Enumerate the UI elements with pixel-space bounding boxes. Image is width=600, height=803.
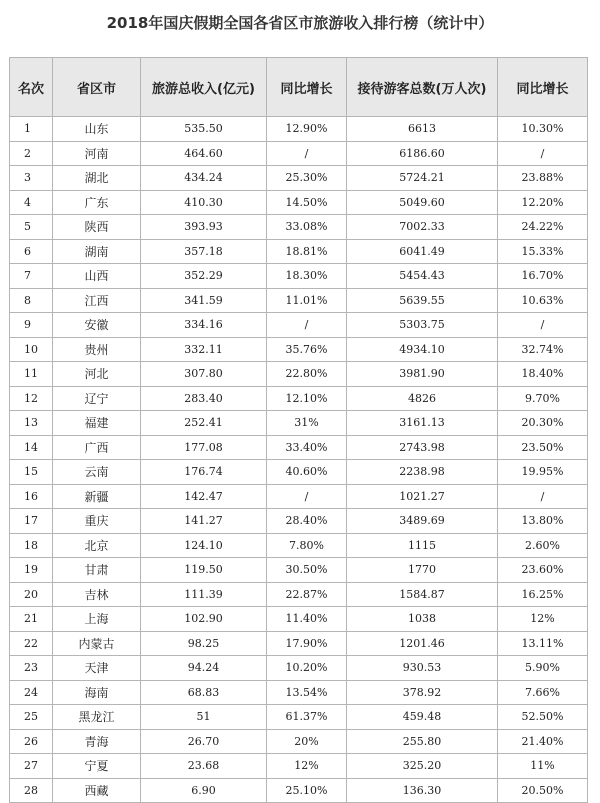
revenue-cell: 176.74 [141,460,267,485]
visitor-growth-cell: 23.88% [498,166,588,191]
revenue-growth-cell: 31% [267,411,347,436]
header-visitor-growth: 同比增长 [498,58,588,117]
revenue-growth-cell: 25.30% [267,166,347,191]
province-cell: 河南 [53,141,141,166]
table-row [10,264,588,289]
rank-cell: 23 [10,656,53,681]
rank-cell: 17 [10,509,53,534]
visitor-growth-cell: 52.50% [498,705,588,730]
revenue-cell: 535.50 [141,117,267,142]
visitors-cell: 5049.60 [347,190,498,215]
visitors-cell: 136.30 [347,778,498,803]
rank-cell: 25 [10,705,53,730]
rank-cell: 14 [10,435,53,460]
revenue-growth-cell: 18.30% [267,264,347,289]
province-cell: 云南 [53,460,141,485]
visitors-cell: 6041.49 [347,239,498,264]
rank-cell: 3 [10,166,53,191]
rank-cell: 21 [10,607,53,632]
visitors-cell: 5639.55 [347,288,498,313]
revenue-growth-cell: 10.20% [267,656,347,681]
province-cell: 上海 [53,607,141,632]
visitors-cell: 4934.10 [347,337,498,362]
rank-cell: 28 [10,778,53,803]
province-cell: 福建 [53,411,141,436]
province-cell: 广东 [53,190,141,215]
visitor-growth-cell: / [498,484,588,509]
visitor-growth-cell: 13.11% [498,631,588,656]
revenue-growth-cell: 12.10% [267,386,347,411]
rank-cell: 20 [10,582,53,607]
visitor-growth-cell: 32.74% [498,337,588,362]
revenue-cell: 102.90 [141,607,267,632]
visitor-growth-cell: 10.63% [498,288,588,313]
visitor-growth-cell: / [498,141,588,166]
visitor-growth-cell: 19.95% [498,460,588,485]
visitors-cell: 255.80 [347,729,498,754]
page-title: 2018年国庆假期全国各省区市旅游收入排行榜（统计中） [106,14,494,32]
revenue-cell: 94.24 [141,656,267,681]
revenue-growth-cell: 17.90% [267,631,347,656]
province-cell: 陕西 [53,215,141,240]
table-row [10,411,588,436]
visitors-cell: 1021.27 [347,484,498,509]
province-cell: 吉林 [53,582,141,607]
table-row [10,607,588,632]
revenue-growth-cell: 13.54% [267,680,347,705]
table-row [10,141,588,166]
rank-cell: 16 [10,484,53,509]
rank-cell: 15 [10,460,53,485]
rank-cell: 2 [10,141,53,166]
header-rank: 名次 [10,58,53,117]
rank-cell: 12 [10,386,53,411]
table-row [10,729,588,754]
revenue-cell: 434.24 [141,166,267,191]
province-cell: 海南 [53,680,141,705]
revenue-growth-cell: 12% [267,754,347,779]
visitors-cell: 7002.33 [347,215,498,240]
table-row [10,558,588,583]
visitors-cell: 1201.46 [347,631,498,656]
visitor-growth-cell: 7.66% [498,680,588,705]
revenue-cell: 142.47 [141,484,267,509]
table-row [10,509,588,534]
visitor-growth-cell: 24.22% [498,215,588,240]
visitors-cell: 459.48 [347,705,498,730]
revenue-growth-cell: / [267,313,347,338]
province-cell: 湖南 [53,239,141,264]
province-cell: 西藏 [53,778,141,803]
rank-cell: 9 [10,313,53,338]
province-cell: 新疆 [53,484,141,509]
header-total-revenue: 旅游总收入(亿元) [141,58,267,117]
table-row [10,435,588,460]
province-cell: 河北 [53,362,141,387]
province-cell: 内蒙古 [53,631,141,656]
rank-cell: 5 [10,215,53,240]
revenue-growth-cell: 25.10% [267,778,347,803]
province-cell: 安徽 [53,313,141,338]
visitor-growth-cell: / [498,313,588,338]
visitors-cell: 1038 [347,607,498,632]
table-row [10,582,588,607]
province-cell: 宁夏 [53,754,141,779]
table-row [10,117,588,142]
rank-cell: 4 [10,190,53,215]
rank-cell: 10 [10,337,53,362]
revenue-growth-cell: 33.40% [267,435,347,460]
revenue-growth-cell: 28.40% [267,509,347,534]
province-cell: 山东 [53,117,141,142]
revenue-growth-cell: 22.80% [267,362,347,387]
table-row [10,533,588,558]
province-cell: 重庆 [53,509,141,534]
visitor-growth-cell: 12% [498,607,588,632]
revenue-cell: 111.39 [141,582,267,607]
table-row [10,215,588,240]
table-row [10,386,588,411]
visitor-growth-cell: 9.70% [498,386,588,411]
visitors-cell: 3161.13 [347,411,498,436]
revenue-cell: 332.11 [141,337,267,362]
revenue-cell: 410.30 [141,190,267,215]
revenue-cell: 341.59 [141,288,267,313]
revenue-cell: 26.70 [141,729,267,754]
rank-cell: 27 [10,754,53,779]
revenue-cell: 252.41 [141,411,267,436]
visitor-growth-cell: 18.40% [498,362,588,387]
ranking-table [9,57,588,803]
revenue-growth-cell: 40.60% [267,460,347,485]
table-row [10,190,588,215]
province-cell: 湖北 [53,166,141,191]
visitors-cell: 6186.60 [347,141,498,166]
visitors-cell: 3489.69 [347,509,498,534]
visitor-growth-cell: 12.20% [498,190,588,215]
rank-cell: 22 [10,631,53,656]
table-row [10,460,588,485]
rank-cell: 26 [10,729,53,754]
revenue-growth-cell: 18.81% [267,239,347,264]
revenue-growth-cell: 11.01% [267,288,347,313]
province-cell: 山西 [53,264,141,289]
visitor-growth-cell: 20.30% [498,411,588,436]
revenue-cell: 307.80 [141,362,267,387]
table-header-row [10,58,588,117]
revenue-cell: 98.25 [141,631,267,656]
visitor-growth-cell: 20.50% [498,778,588,803]
province-cell: 北京 [53,533,141,558]
visitors-cell: 5303.75 [347,313,498,338]
visitors-cell: 1770 [347,558,498,583]
rank-cell: 8 [10,288,53,313]
revenue-growth-cell: 11.40% [267,607,347,632]
visitor-growth-cell: 13.80% [498,509,588,534]
rank-cell: 18 [10,533,53,558]
visitor-growth-cell: 16.25% [498,582,588,607]
visitors-cell: 2238.98 [347,460,498,485]
table-row [10,680,588,705]
revenue-cell: 141.27 [141,509,267,534]
revenue-cell: 124.10 [141,533,267,558]
revenue-cell: 177.08 [141,435,267,460]
visitors-cell: 1115 [347,533,498,558]
visitors-cell: 3981.90 [347,362,498,387]
province-cell: 黑龙江 [53,705,141,730]
rank-cell: 13 [10,411,53,436]
visitors-cell: 5724.21 [347,166,498,191]
revenue-cell: 283.40 [141,386,267,411]
visitor-growth-cell: 2.60% [498,533,588,558]
header-total-visitors: 接待游客总数(万人次) [347,58,498,117]
province-cell: 广西 [53,435,141,460]
visitors-cell: 5454.43 [347,264,498,289]
visitors-cell: 378.92 [347,680,498,705]
table-row [10,778,588,803]
revenue-growth-cell: 35.76% [267,337,347,362]
rank-cell: 6 [10,239,53,264]
revenue-growth-cell: / [267,141,347,166]
visitor-growth-cell: 15.33% [498,239,588,264]
visitor-growth-cell: 5.90% [498,656,588,681]
visitors-cell: 4826 [347,386,498,411]
revenue-cell: 352.29 [141,264,267,289]
table-row [10,754,588,779]
table-row [10,337,588,362]
visitors-cell: 1584.87 [347,582,498,607]
revenue-cell: 68.83 [141,680,267,705]
table-row [10,239,588,264]
table-row [10,288,588,313]
province-cell: 天津 [53,656,141,681]
visitors-cell: 325.20 [347,754,498,779]
province-cell: 青海 [53,729,141,754]
table-body [10,117,588,803]
visitors-cell: 930.53 [347,656,498,681]
revenue-cell: 6.90 [141,778,267,803]
visitor-growth-cell: 10.30% [498,117,588,142]
table-row [10,631,588,656]
visitor-growth-cell: 23.60% [498,558,588,583]
visitor-growth-cell: 23.50% [498,435,588,460]
table-row [10,362,588,387]
visitor-growth-cell: 11% [498,754,588,779]
province-cell: 辽宁 [53,386,141,411]
table-row [10,656,588,681]
revenue-growth-cell: 7.80% [267,533,347,558]
header-revenue-growth: 同比增长 [267,58,347,117]
revenue-growth-cell: 30.50% [267,558,347,583]
visitors-cell: 2743.98 [347,435,498,460]
rank-cell: 11 [10,362,53,387]
province-cell: 江西 [53,288,141,313]
revenue-cell: 393.93 [141,215,267,240]
table-row [10,705,588,730]
header-province: 省区市 [53,58,141,117]
revenue-growth-cell: / [267,484,347,509]
revenue-cell: 334.16 [141,313,267,338]
revenue-growth-cell: 12.90% [267,117,347,142]
revenue-cell: 23.68 [141,754,267,779]
visitor-growth-cell: 16.70% [498,264,588,289]
revenue-growth-cell: 20% [267,729,347,754]
visitors-cell: 6613 [347,117,498,142]
province-cell: 贵州 [53,337,141,362]
revenue-growth-cell: 61.37% [267,705,347,730]
rank-cell: 24 [10,680,53,705]
revenue-growth-cell: 14.50% [267,190,347,215]
revenue-cell: 464.60 [141,141,267,166]
table-row [10,313,588,338]
table-row [10,484,588,509]
revenue-cell: 51 [141,705,267,730]
table-row [10,166,588,191]
revenue-cell: 119.50 [141,558,267,583]
rank-cell: 1 [10,117,53,142]
province-cell: 甘肃 [53,558,141,583]
visitor-growth-cell: 21.40% [498,729,588,754]
rank-cell: 7 [10,264,53,289]
revenue-growth-cell: 33.08% [267,215,347,240]
revenue-cell: 357.18 [141,239,267,264]
rank-cell: 19 [10,558,53,583]
revenue-growth-cell: 22.87% [267,582,347,607]
